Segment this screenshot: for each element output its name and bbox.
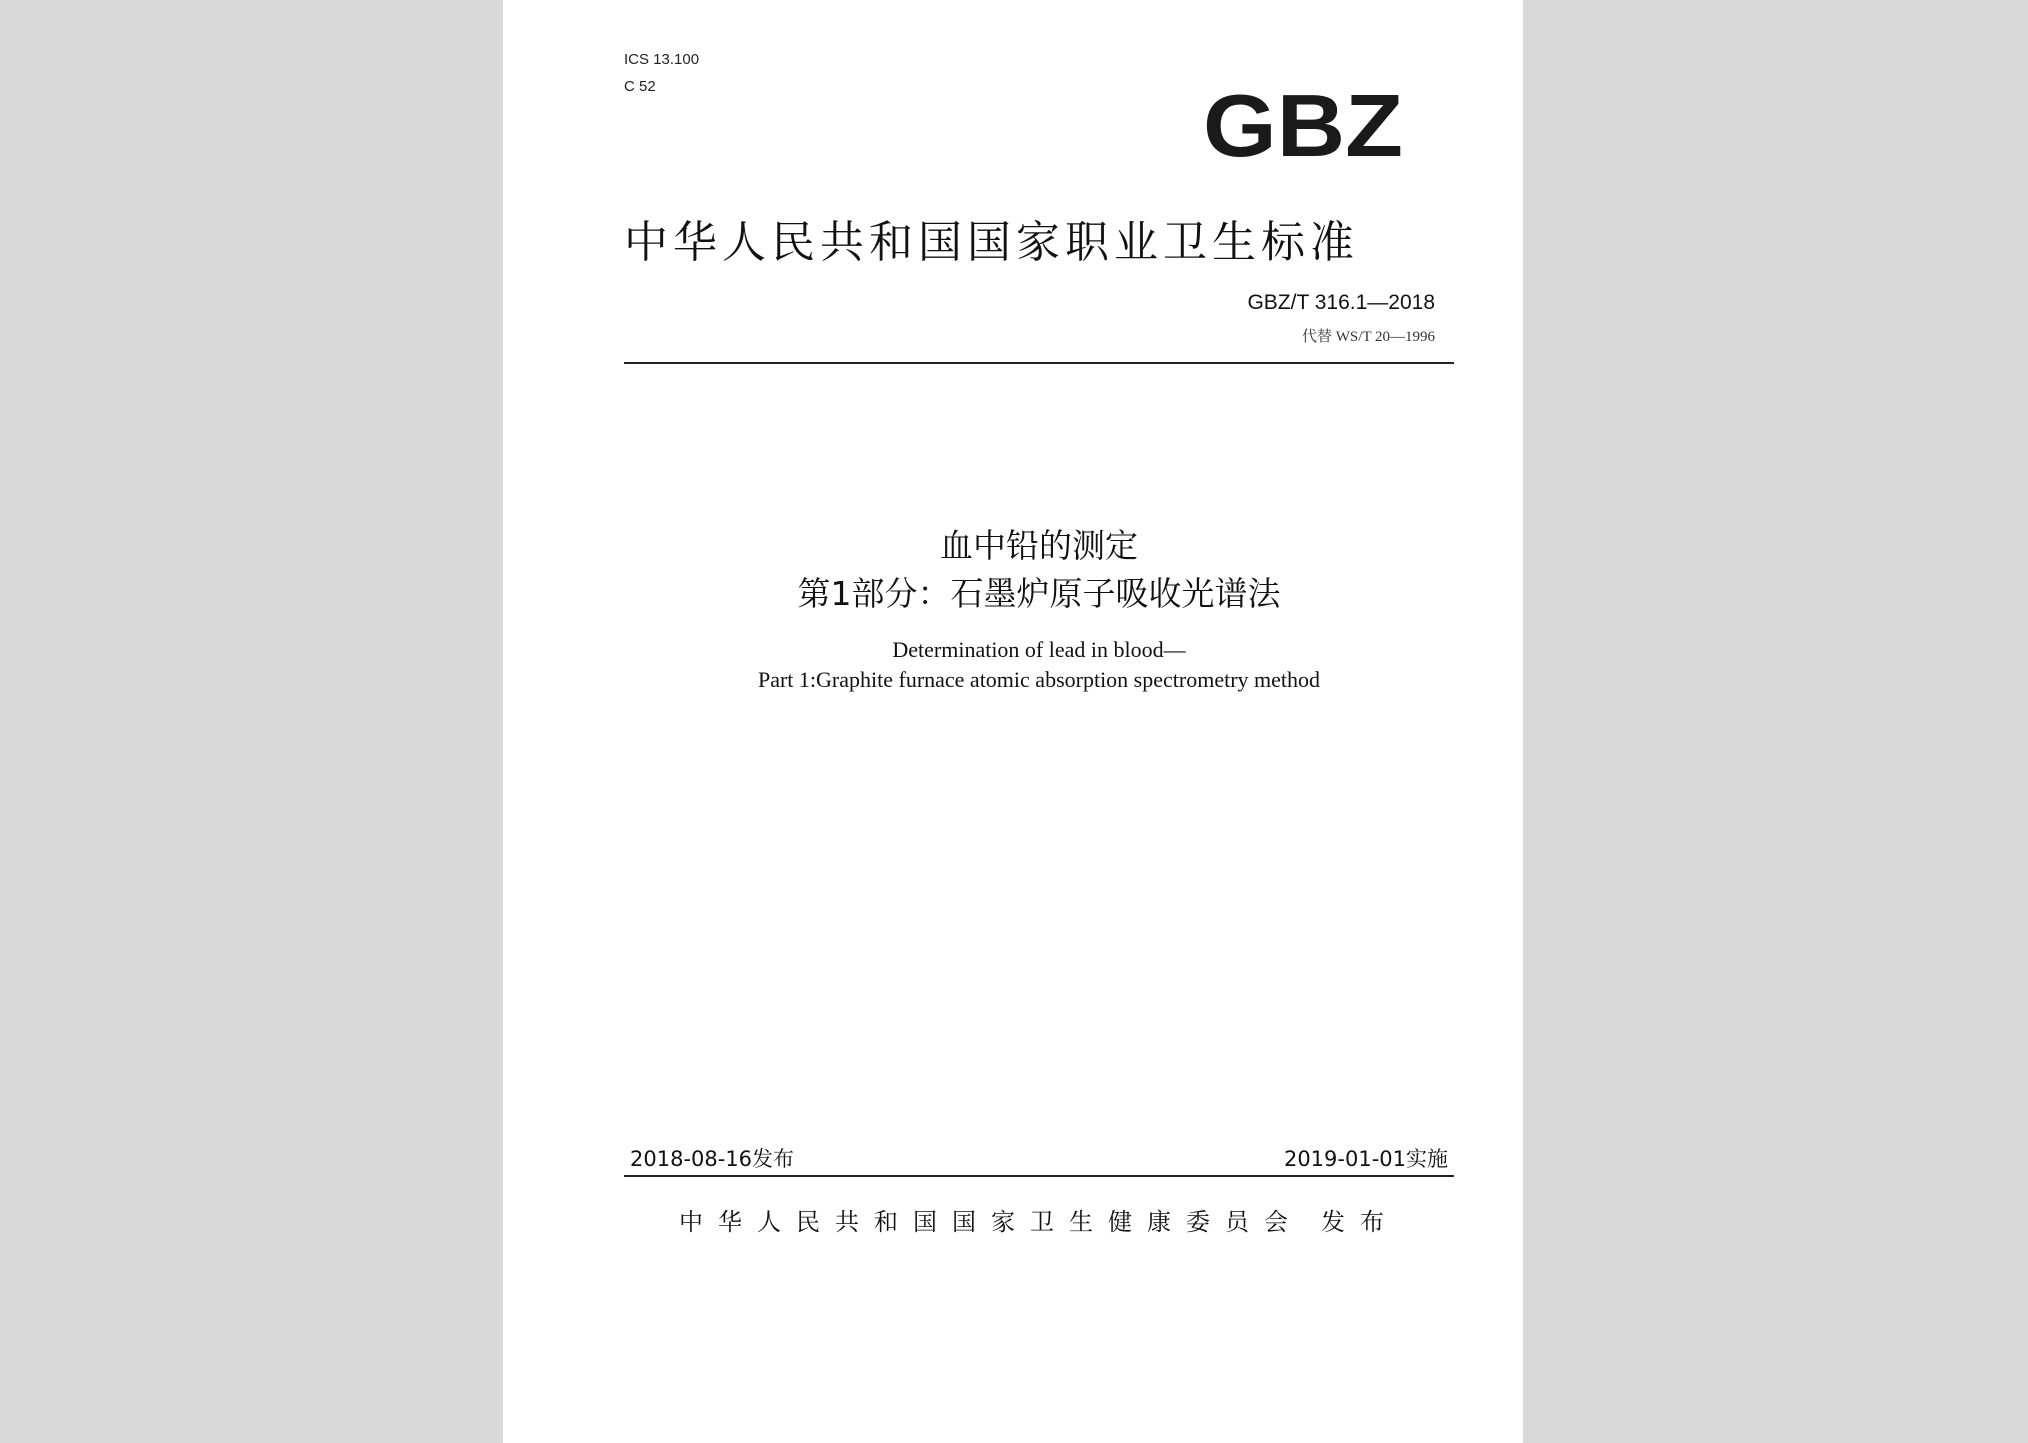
title-chinese-main: 血中铅的测定	[940, 526, 1138, 565]
bottom-divider	[624, 1175, 1454, 1177]
svg-text:GBZ: GBZ	[1203, 86, 1403, 164]
document-page	[503, 0, 1523, 1443]
implementation-date: 2019-01-01实施	[1283, 1147, 1448, 1171]
title-chinese-part: 第1部分：石墨炉原子吸收光谱法	[797, 574, 1281, 613]
publisher-name: 中华人民共和国国家卫生健康委员会	[679, 1208, 1303, 1236]
ccs-code: C 52	[624, 78, 656, 95]
standard-category-title: 中华人民共和国国家职业卫生标准	[624, 217, 1359, 268]
ics-code: ICS 13.100	[624, 51, 700, 68]
publisher-action: 发布	[1321, 1208, 1399, 1236]
publisher	[624, 1202, 1454, 1237]
title-english-part: Part 1:Graphite furnace atomic absorption spectrometry method	[757, 667, 1321, 692]
top-divider	[624, 362, 1454, 364]
replaces-standard: 代替 WS/T 20—1996	[1301, 329, 1435, 345]
issue-date: 2018-08-16发布	[630, 1147, 795, 1171]
gbz-logo	[1200, 86, 1406, 164]
standard-number: GBZ/T 316.1—2018	[1247, 291, 1435, 314]
title-english-main: Determination of lead in blood—	[892, 637, 1186, 662]
